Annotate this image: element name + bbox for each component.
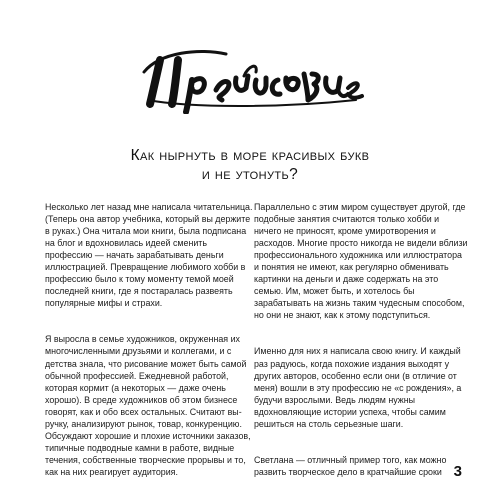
subtitle-line-2: и не утонуть? [201,166,299,183]
paragraph: Параллельно с этим миром существует другой, где подобные занятия считаются только хобби и ничего не приносят, кроме умиротворения и расходов. Многие просто никогда не видели вблизи профессионального художника или иллюстратора и понятия не имеют, как регулярно обменивать картинки на деньги и даже содержать на это семью. Им, может быть, и хотелось бы зарабатывать на жизнь таким чудесным способом, но они не знают, как к этому подступиться. [254,202,468,321]
paragraph: Я выросла в семье художников, окруженная их многочисленными друзьями и коллегами, и с детства знала, что рисование может быть самой обычной профессией. Ежедневной работой, которая кормит (а некоторых — даже очень хорошо). В среде художников об этом бизнесе говорят, как и обо всех остальных. Считают выручку, анализируют рынок, товар, конкуренцию. Обсуждают хорошие и плохие источники заказов, типичные подводные камни в работе, видные течения, собственные творческие прорывы и то, как на них реагирует аудитория. [45,334,251,477]
chapter-subtitle [60,146,440,184]
subtitle-line-1: Как нырнуть в море красивых букв [130,147,370,164]
paragraph: Именно для них я написала свою книгу. И каждый раз радуюсь, когда похожие издания выходят у других авторов, особенно если они (в отличие от меня) вошли в эту профессию не «с рождения», а будучи взрослыми. Ведь людям нужны вдохновляющие истории успеха, чтобы самим решиться на столь серьезные шаги. [254,346,462,429]
paragraph: Несколько лет назад мне написала читательница. (Теперь она автор учебника, который вы держите в руках.) Она читала мои книги, была подписана на блог и вдохновилась идеей сменить профессию — начать зарабатывать деньги иллюстрацией. Превращение любимого хобби в профессию было к тому моменту темой моей последней книги, где я постаралась развеять популярные мифы и страхи. [45,202,253,309]
left-text-column [45,201,255,502]
chapter-title-lettering [130,38,370,114]
page-number: 3 [453,463,462,480]
right-text-column [254,201,468,502]
paragraph: Светлана — отличный пример того, как можно развить творческое дело в кратчайшие сроки [254,454,447,477]
chapter-title [0,38,500,114]
